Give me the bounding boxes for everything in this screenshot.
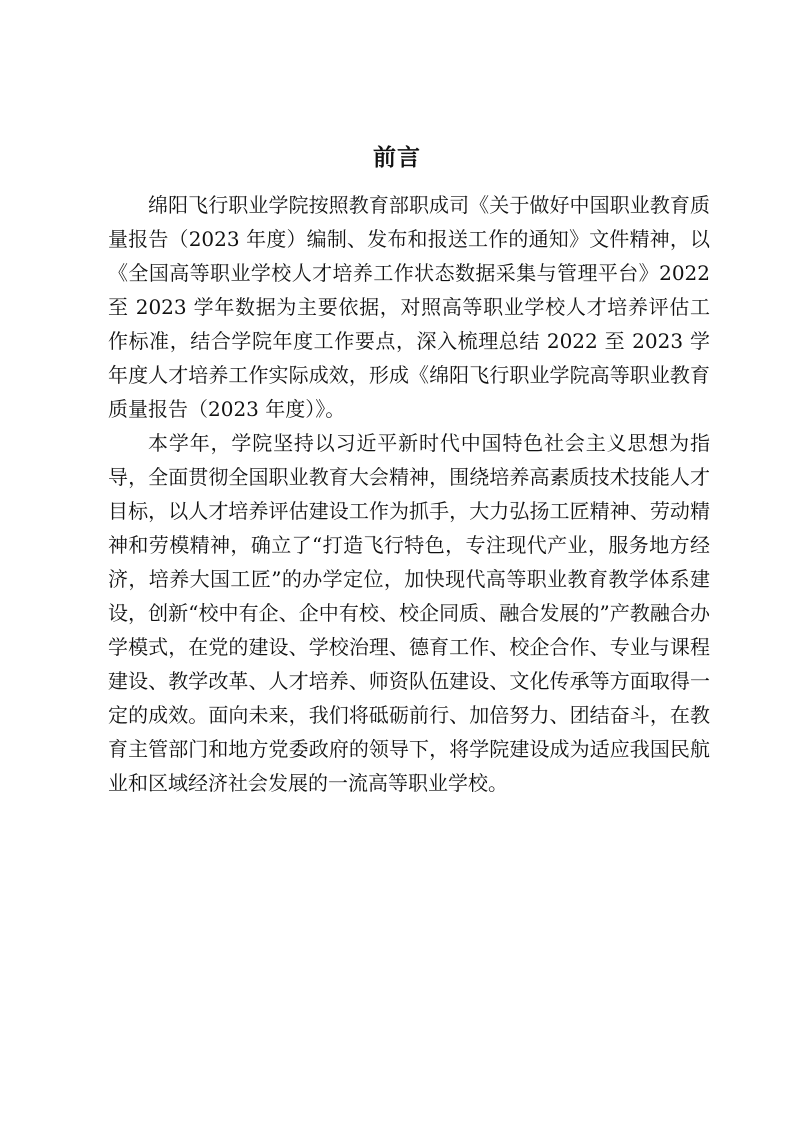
document-body	[108, 188, 710, 800]
paragraph-intro: 绵阳飞行职业学院按照教育部职成司《关于做好中国职业教育质量报告（2023 年度）编制、发布和报送工作的通知》文件精神，以《全国高等职业学校人才培养工作状态数据采集与管理平台》2022 至 2023 学年数据为主要依据，对照高等职业学校人才培养评估工作标准，结合学院年度工作要点，深入梳理总结 2022 至 2023 学年度人才培养工作实际成效，形成《绵阳飞行职业学院高等职业教育质量报告（2023 年度）》。	[108, 193, 710, 421]
paragraph-summary: 本学年，学院坚持以习近平新时代中国特色社会主义思想为指导，全面贯彻全国职业教育大会精神，围绕培养高素质技术技能人才目标，以人才培养评估建设工作为抓手，大力弘扬工匠精神、劳动精神和劳模精神，确立了“打造飞行特色，专注现代产业，服务地方经济，培养大国工匠”的办学定位，加快现代高等职业教育教学体系建设，创新“校中有企、企中有校、校企同质、融合发展的”产教融合办学模式，在党的建设、学校治理、德育工作、校企合作、专业与课程建设、教学改革、人才培养、师资队伍建设、文化传承等方面取得一定的成效。面向未来，我们将砥砺前行、加倍努力、团结奋斗，在教育主管部门和地方党委政府的领导下，将学院建设成为适应我国民航业和区域经济社会发展的一流高等职业学校。	[108, 431, 710, 795]
page-title: 前言	[373, 145, 421, 171]
